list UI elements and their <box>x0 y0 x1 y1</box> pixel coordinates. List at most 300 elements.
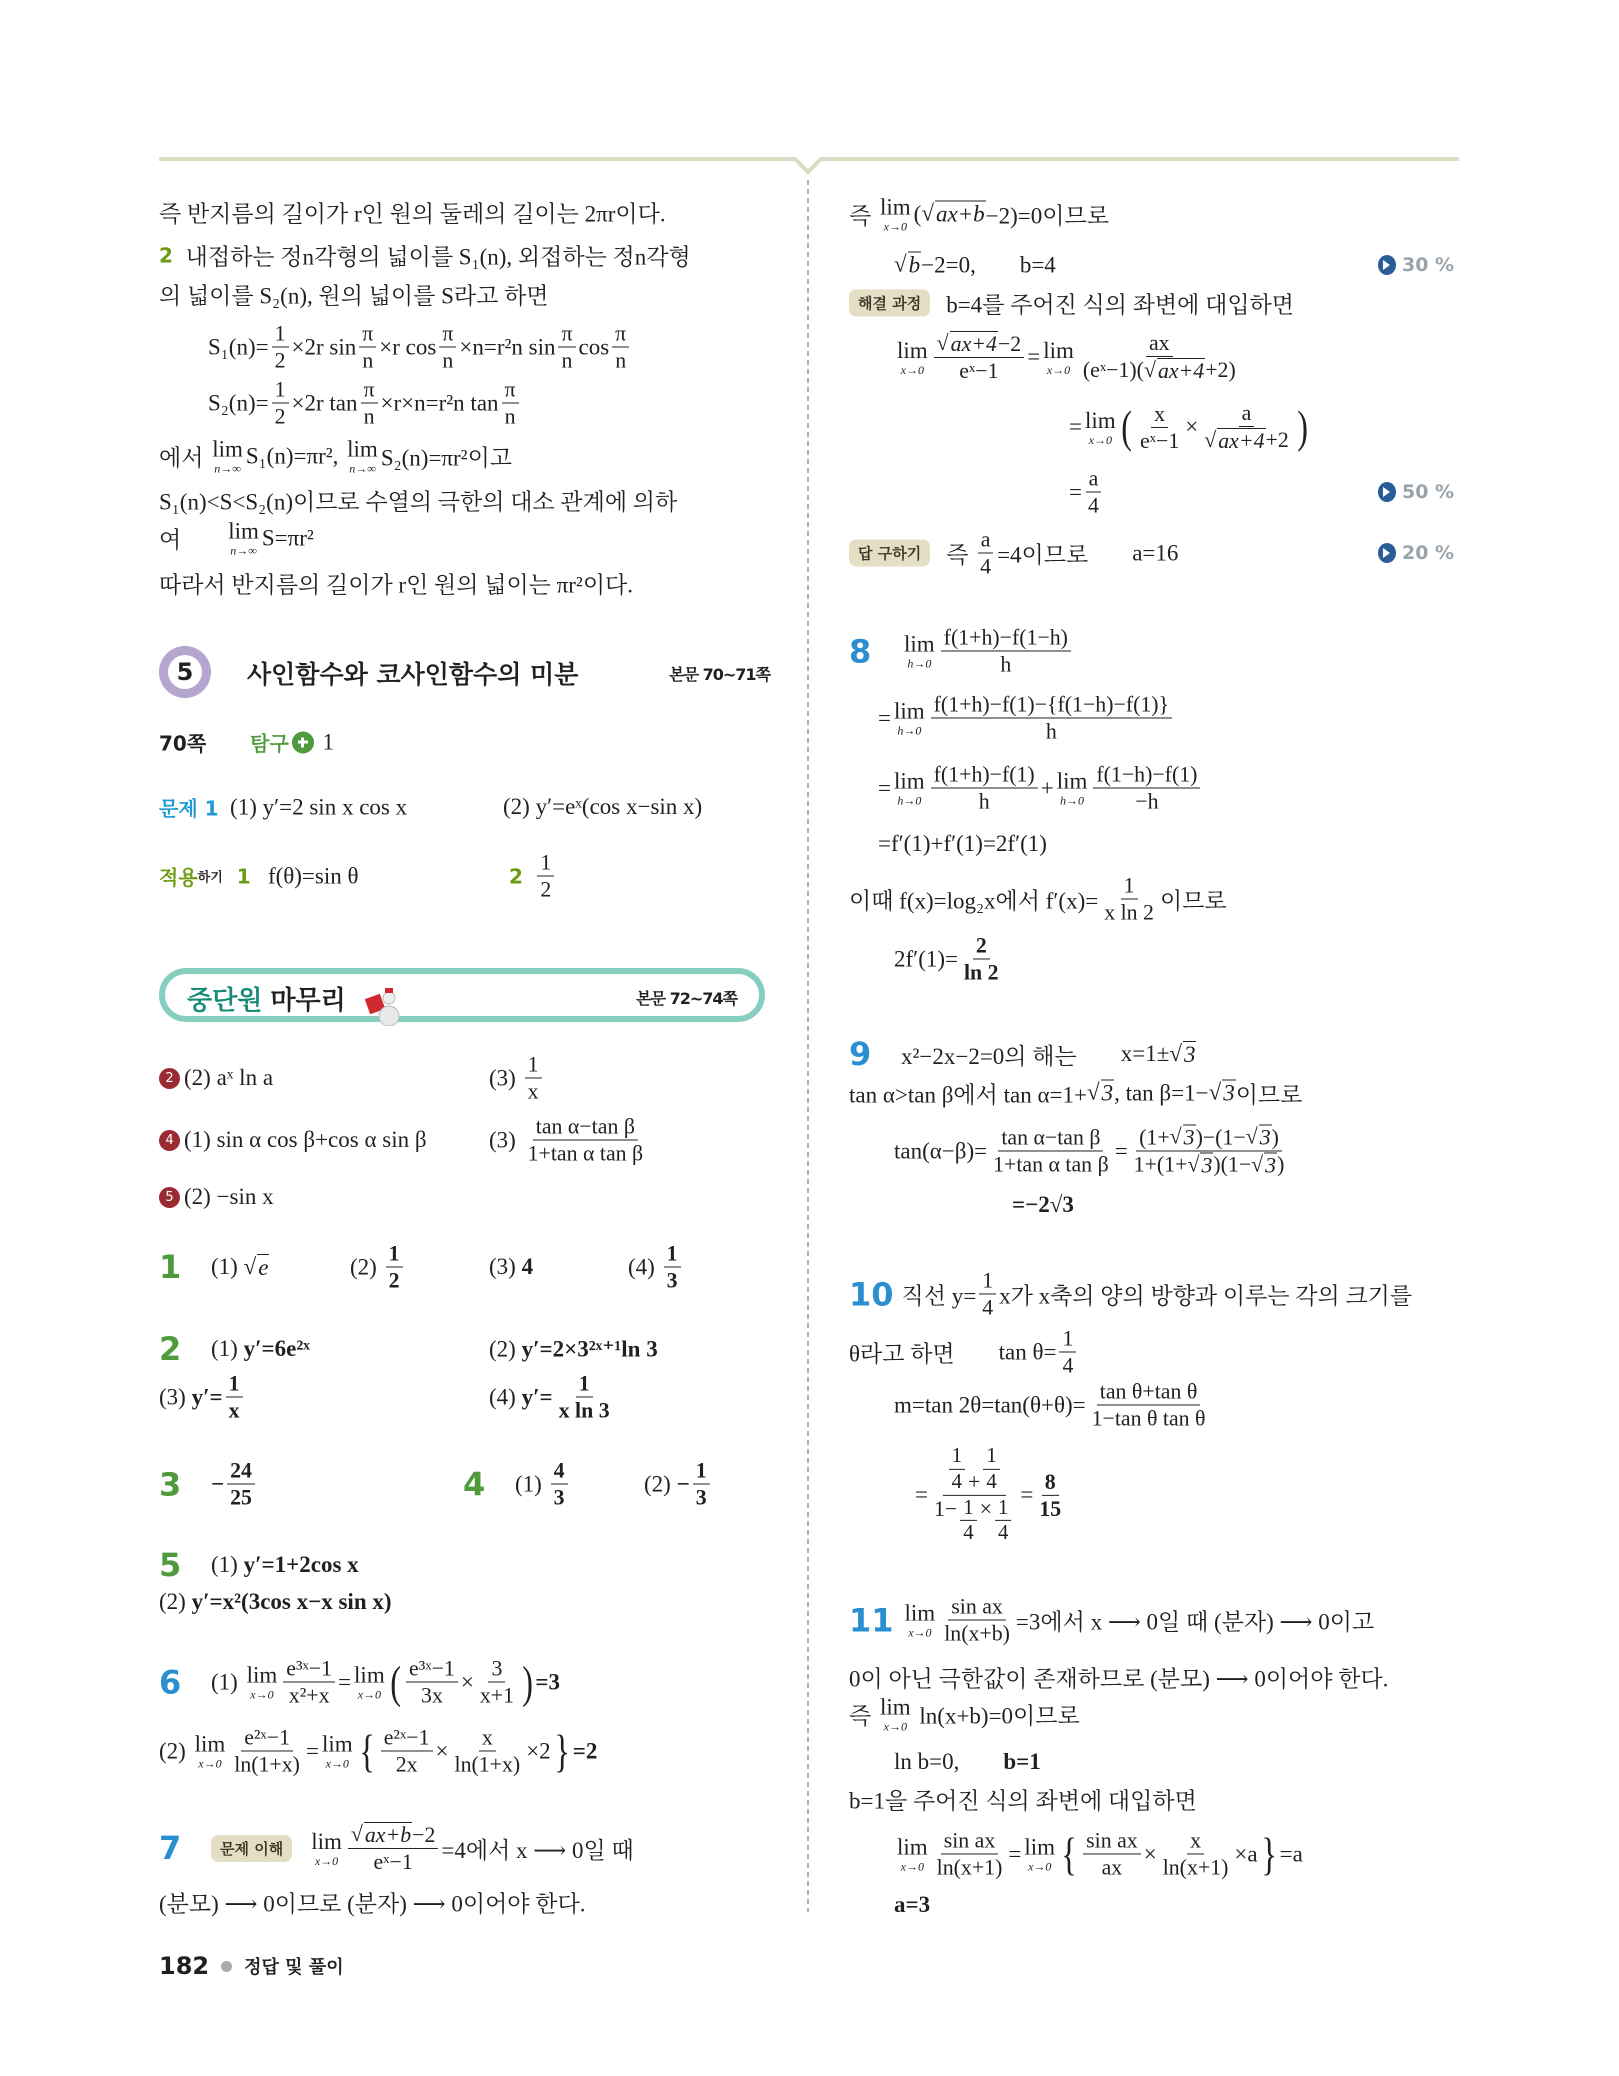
limit <box>880 196 911 233</box>
math-text: ln(x+b)=0이므로 <box>913 1703 1080 1729</box>
lim-label: lim <box>354 1662 385 1688</box>
denominator: 3 <box>553 1485 565 1510</box>
math-text: +2) <box>1205 358 1236 382</box>
numerator: x <box>1151 401 1168 427</box>
apply-1 <box>159 862 359 891</box>
lim-label: lim <box>897 337 928 363</box>
lim-subscript: x→0 <box>883 219 907 234</box>
lim-subscript: x→0 <box>357 1687 382 1702</box>
limit <box>905 1602 936 1639</box>
fraction <box>381 1725 433 1776</box>
problem-number: 5 <box>159 1546 182 1584</box>
lim-label: lim <box>228 518 259 544</box>
math-text: −2=0, <box>921 252 976 277</box>
numerator: e³ˣ−1 <box>406 1656 458 1682</box>
fraction <box>1131 1124 1288 1177</box>
numerator: f(1+h)−f(1)−{f(1−h)−f(1)} <box>931 692 1172 718</box>
text-line <box>159 520 314 557</box>
answer-1-2 <box>350 1241 406 1292</box>
math-text: S₂(n)=πr²이고 <box>380 445 513 471</box>
large-bracket: ( <box>390 1656 401 1707</box>
problem-number: 7 <box>159 1829 182 1867</box>
lim-subscript: n→∞ <box>214 461 241 476</box>
denominator: 15 <box>1039 1496 1062 1521</box>
large-bracket: { <box>1061 1828 1077 1879</box>
fraction <box>941 1594 1013 1645</box>
radicand: √ ax+4 <box>950 331 997 356</box>
radicand: √ 3 <box>1183 1125 1195 1150</box>
numerator: tan θ+tan θ <box>1097 1379 1201 1405</box>
numerator: 4 <box>551 1458 568 1484</box>
text-line <box>849 1696 1080 1733</box>
numerator: π <box>612 321 629 347</box>
denominator: eˣ−1 <box>959 359 999 383</box>
step-badge: 해결 과정 <box>849 290 930 317</box>
limit <box>1024 1836 1055 1873</box>
fraction <box>1083 1828 1141 1879</box>
denominator: x <box>527 1079 539 1104</box>
numerator: e²ˣ−1 <box>381 1725 433 1751</box>
math-text: × <box>460 1669 474 1694</box>
denominator: 1+tan α tan β <box>527 1141 644 1166</box>
solution-process <box>849 287 1294 320</box>
denominator: 4 <box>951 1470 962 1493</box>
text-line <box>159 196 666 229</box>
radicand: √ ax+4 <box>1157 359 1205 383</box>
score-20: 20 % <box>1378 542 1454 564</box>
square-root <box>244 1254 270 1281</box>
math-text: 의 넓이를 S₂(n), 원의 넓이를 S라고 하면 <box>159 283 549 309</box>
numerator: 3 <box>488 1656 505 1682</box>
denominator: x+1 <box>479 1683 515 1708</box>
math-text: ×2 <box>526 1738 551 1763</box>
denominator: n <box>615 348 627 373</box>
fraction <box>359 321 376 372</box>
answer-2-1 <box>159 1330 310 1368</box>
denominator: n <box>504 404 516 429</box>
problem-number: 8 <box>849 632 872 670</box>
snowman-icon <box>365 986 405 1026</box>
square-root <box>921 201 985 228</box>
denominator: eˣ−1 <box>373 1850 413 1874</box>
lim-label: lim <box>1084 407 1116 433</box>
math-text: ×r cos <box>379 334 437 359</box>
lim-label: lim <box>194 1731 226 1757</box>
math-text: S=πr² <box>261 525 314 550</box>
large-bracket: } <box>1260 1828 1277 1879</box>
fraction <box>283 1656 335 1707</box>
text-line <box>849 873 1227 924</box>
fraction <box>931 1445 1017 1545</box>
numerator: 1 <box>949 1445 965 1470</box>
fraction <box>558 321 575 372</box>
math-text: ) <box>1271 1125 1279 1150</box>
lim-subscript: x→0 <box>198 1756 222 1771</box>
limit <box>354 1664 385 1701</box>
math-text: × <box>1185 414 1199 439</box>
lim-subscript: x→0 <box>325 1756 349 1771</box>
lim-label: lim <box>893 698 925 724</box>
answer-6-1 <box>159 1656 560 1707</box>
fraction <box>1059 1326 1076 1377</box>
denominator <box>1131 1152 1288 1178</box>
equation <box>915 1445 1067 1545</box>
math-text: 즉 반지름의 길이가 r인 원의 둘레의 길이는 2πr이다. <box>159 201 666 227</box>
lim-label: lim <box>321 1731 353 1757</box>
math-text: 1 <box>316 729 335 754</box>
math-text: + <box>1040 775 1054 800</box>
bold-answer: y′=2×3²ˣ⁺¹ln 3 <box>521 1336 658 1362</box>
limit <box>904 633 935 670</box>
denominator: eˣ−1 <box>1139 428 1180 453</box>
math-text: +2 <box>1265 428 1289 452</box>
denominator: 2x <box>395 1752 418 1777</box>
math-text: −2 <box>412 1822 436 1847</box>
numerator: 1 <box>983 1445 999 1470</box>
denominator: ln(x+1) <box>1162 1855 1229 1880</box>
denominator: ln 2 <box>963 960 999 985</box>
math-text: 즉 <box>849 203 877 229</box>
fraction <box>525 1052 542 1103</box>
lim-subscript: h→0 <box>897 793 922 808</box>
fraction <box>502 377 519 428</box>
answer-5-2b <box>159 1589 392 1615</box>
denominator: n <box>442 348 454 373</box>
square-root <box>1187 1153 1213 1178</box>
math-text: ×a <box>1234 1841 1258 1866</box>
denominator: 3 <box>666 1268 678 1293</box>
equation <box>1069 466 1105 517</box>
lim-label: lim <box>897 1834 928 1860</box>
plus-circle-icon <box>292 731 314 753</box>
text-line <box>159 567 633 600</box>
lim-subscript: h→0 <box>897 723 922 738</box>
equation <box>878 831 1047 857</box>
equation <box>1012 1192 1074 1218</box>
fraction <box>406 1656 458 1707</box>
math-text: (2) <box>350 1254 383 1279</box>
bold-answer: y′= <box>191 1384 223 1409</box>
fraction <box>525 1114 647 1165</box>
math-text: 에서 <box>159 445 210 471</box>
lim-label: lim <box>1056 768 1088 794</box>
problem-number: 4 <box>463 1465 486 1503</box>
text-line <box>849 1783 1197 1816</box>
math-text: =a <box>1279 1841 1303 1866</box>
math-text: S₁(n)=πr², <box>245 443 345 468</box>
numerator: f(1−h)−f(1) <box>1093 762 1200 788</box>
equation <box>894 252 1056 279</box>
answer-4-1b <box>463 1458 571 1509</box>
limit <box>195 1733 226 1770</box>
problem-number: 9 <box>849 1035 872 1073</box>
denominator: x <box>228 1398 240 1423</box>
fraction <box>272 321 289 372</box>
math-text: ) <box>1277 1152 1285 1177</box>
numerator: a <box>1239 401 1255 427</box>
square-root <box>937 331 998 356</box>
label-suffix: 하기 <box>197 870 223 886</box>
math-text: (1) <box>211 1669 244 1694</box>
large-bracket: ) <box>522 1656 534 1707</box>
numerator: e³ˣ−1 <box>283 1656 335 1682</box>
bold-answer: y′= <box>521 1384 553 1409</box>
denominator: −h <box>1135 789 1159 814</box>
equation-s1 <box>208 321 632 372</box>
exercise-1-b <box>503 794 702 820</box>
math-text: ×n=r²n sin <box>459 334 556 359</box>
numerator: 1 <box>693 1458 710 1484</box>
math-text: ln b=0, <box>894 1749 960 1774</box>
radicand: √ 3 <box>1223 1080 1235 1106</box>
math-text: 내접하는 정n각형의 넓이를 S₁(n), 외접하는 정n각형 <box>179 244 691 270</box>
denominator: n <box>362 348 374 373</box>
math-text: = <box>1027 344 1041 369</box>
math-text: (eˣ−1)( <box>1082 358 1144 382</box>
math-text: −2 <box>997 331 1022 356</box>
circled-number: 4 <box>159 1130 180 1151</box>
score-arrow-icon <box>1378 482 1396 502</box>
denominator: 3x <box>421 1683 443 1708</box>
limit <box>1043 339 1074 376</box>
math-text: × <box>435 1738 449 1763</box>
limit <box>1057 770 1088 807</box>
math-text: 즉 <box>946 542 975 568</box>
lim-label: lim <box>893 768 925 794</box>
radicand: √ ax+4 <box>1218 429 1265 453</box>
denominator: 2 <box>388 1268 400 1293</box>
answer-8 <box>849 625 1074 676</box>
bold-answer: y′=x²(3cos x−x sin x) <box>191 1589 392 1614</box>
large-bracket: ) <box>1297 401 1308 452</box>
lim-subscript: x→0 <box>314 1853 339 1868</box>
radicand: √ ax+b <box>364 1822 412 1847</box>
score-30: 30 % <box>1378 254 1454 276</box>
math-text: × <box>1143 1841 1157 1866</box>
footer-label: 정답 및 풀이 <box>244 1957 344 1978</box>
math-text: (2) <box>644 1471 677 1496</box>
label: 적용 <box>159 865 198 890</box>
math-text: (1) <box>515 1471 548 1496</box>
large-bracket: } <box>554 1725 570 1776</box>
square-root <box>1251 1153 1277 1178</box>
math-text: a=16 <box>1132 540 1179 565</box>
fraction <box>961 933 1002 984</box>
text-line <box>159 438 512 475</box>
numerator: 1 <box>386 1241 403 1267</box>
bold-answer: =3 <box>535 1669 560 1694</box>
denominator <box>1080 357 1239 383</box>
numerator: 1 <box>576 1371 593 1397</box>
circled-number: 5 <box>159 1187 180 1208</box>
equation <box>878 692 1175 743</box>
math-text: x²−2x−2=0의 해는 <box>901 1043 1077 1069</box>
limit <box>880 1696 911 1733</box>
square-root <box>1246 1124 1272 1149</box>
math-text: )−(1− <box>1195 1125 1246 1150</box>
math-text: (4) <box>489 1384 522 1409</box>
numerator: 1 <box>960 1497 976 1522</box>
lim-subscript: x→0 <box>908 1625 932 1640</box>
math-text: =f′(1)+f′(1)=2f′(1) <box>878 831 1047 856</box>
denominator: 4 <box>1087 493 1099 518</box>
radicand: √ 3 <box>1265 1153 1277 1178</box>
equation <box>1069 401 1310 453</box>
answer-4-3 <box>489 1114 649 1165</box>
math-text: b=1을 주어진 식의 좌변에 대입하면 <box>849 1788 1197 1814</box>
square-root <box>894 252 921 279</box>
lim-label: lim <box>904 1600 936 1626</box>
denominator: 2 <box>274 404 286 429</box>
fraction <box>537 850 554 901</box>
problem-number: 2 <box>159 1330 182 1368</box>
numerator: π <box>361 377 378 403</box>
fraction <box>983 1445 999 1494</box>
lim-label: lim <box>1043 337 1074 363</box>
page-number: 182 <box>159 1952 210 1980</box>
label: 문제 1 <box>159 796 219 821</box>
math-text: ×r×n=r²n tan <box>380 390 499 415</box>
fraction <box>664 1241 681 1292</box>
math-text: 즉 <box>849 1703 877 1729</box>
fraction <box>439 321 456 372</box>
fraction <box>995 1497 1011 1546</box>
math-text: = <box>878 705 891 730</box>
limit <box>212 438 243 475</box>
section-number: 5 <box>168 655 202 689</box>
numerator: π <box>558 321 575 347</box>
numerator: 1 <box>1121 873 1138 899</box>
answer-5-2 <box>159 1184 274 1210</box>
fraction <box>979 1268 996 1319</box>
label: 2 <box>509 864 523 888</box>
limit <box>894 770 925 807</box>
fraction <box>960 1497 976 1546</box>
label: 1 <box>236 864 251 888</box>
bold-answer: =2 <box>572 1738 598 1763</box>
bold-answer: y′=1+2cos x <box>243 1552 359 1577</box>
limit <box>1085 409 1116 446</box>
math-text: =4에서 x ⟶ 0일 때 <box>441 1837 634 1863</box>
text-line <box>849 1326 1079 1377</box>
math-text: + <box>967 1469 981 1494</box>
problem-number: 10 <box>849 1275 894 1313</box>
label: 2 <box>159 243 180 267</box>
denominator: 4 <box>963 1522 974 1545</box>
numerator: 8 <box>1042 1469 1059 1495</box>
math-text: 따라서 반지름의 길이가 r인 원의 넓이는 πr²이다. <box>159 572 634 598</box>
denominator: n <box>561 348 573 373</box>
math-text: = <box>1069 479 1082 504</box>
math-text: (2) −sin x <box>184 1184 274 1209</box>
answer-2-3 <box>489 1052 545 1103</box>
numerator: π <box>439 321 456 347</box>
fraction <box>361 377 378 428</box>
square-root <box>1170 1124 1196 1149</box>
fraction <box>693 1458 710 1509</box>
fraction <box>227 1458 255 1509</box>
score-arrow-icon <box>1378 543 1396 563</box>
lim-subscript: x→0 <box>883 1719 907 1734</box>
denominator: 2 <box>540 877 552 902</box>
numerator: tan α−tan β <box>998 1125 1103 1151</box>
math-text: f(θ)=sin θ <box>250 863 359 888</box>
review-section-header <box>159 968 765 1022</box>
square-root <box>1209 1080 1236 1107</box>
denominator: 1−tan θ tan θ <box>1091 1406 1206 1431</box>
problem-number: 1 <box>159 1248 182 1286</box>
answer-2-4 <box>489 1371 616 1422</box>
square-root <box>351 1822 412 1847</box>
denominator: ln(x+b) <box>944 1621 1010 1646</box>
lim-subscript: h→0 <box>1060 793 1085 808</box>
numerator: 1 <box>272 377 289 403</box>
label: 70쪽 <box>159 731 207 756</box>
numerator: π <box>359 321 376 347</box>
text-line <box>849 1077 1302 1110</box>
score-arrow-icon <box>1378 255 1396 275</box>
math-text: ×2r sin <box>291 334 357 359</box>
math-text: = <box>1008 1841 1022 1866</box>
fraction <box>1085 466 1102 517</box>
answer-3 <box>159 1458 258 1509</box>
lim-label: lim <box>347 436 378 462</box>
denominator: x ln 3 <box>558 1398 610 1423</box>
square-root <box>1087 1080 1114 1107</box>
equation <box>894 1828 1303 1879</box>
bold-answer: − <box>676 1471 690 1496</box>
bold-answer: =−2√3 <box>1012 1192 1074 1217</box>
exercise-1-a <box>159 793 407 822</box>
text-line <box>159 484 677 517</box>
square-root <box>1204 428 1265 453</box>
answer-4-2 <box>644 1458 713 1509</box>
numerator: π <box>502 377 519 403</box>
fraction <box>272 377 289 428</box>
fraction <box>477 1656 517 1707</box>
math-text: (3) <box>489 1254 522 1279</box>
apply-2 <box>509 850 557 901</box>
math-text: ( <box>913 201 922 226</box>
denominator: 3 <box>695 1485 707 1510</box>
math-text: S₁(n)= <box>208 334 269 359</box>
limit <box>311 1830 342 1867</box>
math-text: = <box>878 775 891 800</box>
math-text: = <box>1069 414 1082 439</box>
lim-subscript: n→∞ <box>349 461 376 476</box>
denominator: h <box>978 789 990 814</box>
review-title-b: 마무리 <box>270 986 346 1016</box>
math-text: =3에서 x ⟶ 0일 때 (분자) ⟶ 0이고 <box>1015 1609 1375 1635</box>
radicand: √ 3 <box>1101 1080 1114 1106</box>
denominator: 4 <box>982 1295 994 1320</box>
equation <box>894 331 1242 383</box>
radicand: √ 3 <box>1201 1153 1213 1178</box>
math-text: (2) aˣ ln a <box>184 1065 274 1090</box>
math-text: = <box>305 1738 319 1763</box>
lim-label: lim <box>311 1828 342 1854</box>
radicand: √ e <box>258 1254 269 1280</box>
large-bracket: ( <box>1120 401 1132 452</box>
denominator <box>1201 427 1292 453</box>
math-text: b=4를 주어진 식의 좌변에 대입하면 <box>946 292 1294 318</box>
denominator: 2 <box>274 348 286 373</box>
math-text: (3) <box>489 1127 522 1152</box>
answer-2-2b <box>489 1336 658 1363</box>
math-text: (1) <box>211 1552 244 1577</box>
answer-11 <box>849 1594 1374 1645</box>
limit <box>347 438 378 475</box>
